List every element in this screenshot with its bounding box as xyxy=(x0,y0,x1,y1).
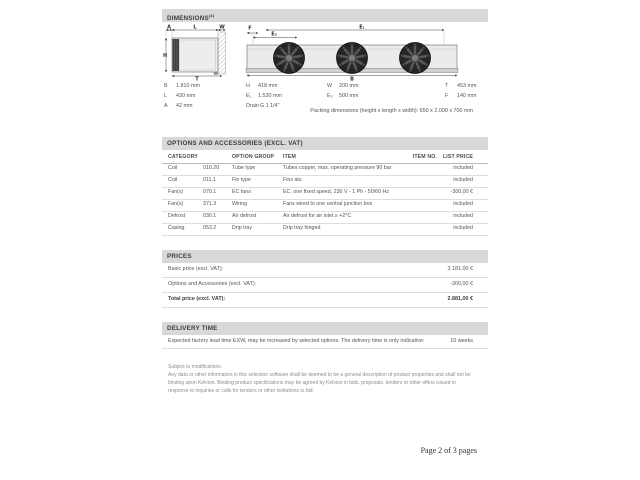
option-code: 010.20 xyxy=(203,165,220,171)
dimension-entry: E₂ 500 mm xyxy=(327,93,359,99)
total-price-row xyxy=(162,292,488,308)
option-group: Tube type xyxy=(232,165,256,171)
dimension-entry: A 42 mm xyxy=(164,103,193,109)
dim-label-e1: E₁ xyxy=(359,24,365,31)
legal-disclaimer xyxy=(168,363,473,395)
option-price: included xyxy=(453,225,473,231)
dim-label-f: F xyxy=(248,25,252,32)
col-category: CATEGORY xyxy=(168,154,199,160)
dim-label-a: A xyxy=(167,24,171,31)
options-section-header xyxy=(162,137,488,150)
dimension-entry: DrainG 1 1/4" xyxy=(246,103,280,109)
dim-label-t: T xyxy=(195,76,199,81)
dim-label-h: H xyxy=(163,53,168,59)
dimension-entry: H 418 mm xyxy=(246,83,278,89)
packing-dimensions: Packing dimensions (height x length x width): 650 x 2.000 x 700 mm xyxy=(310,108,473,114)
delivery-row xyxy=(162,334,488,349)
delivery-value: 10 weeks xyxy=(450,338,473,344)
option-code: 371.3 xyxy=(203,201,217,207)
option-price: included xyxy=(453,177,473,183)
col-item: ITEM xyxy=(283,154,296,160)
fan-icon xyxy=(400,43,431,74)
dimensions-footnote-marker: (4) xyxy=(208,13,215,18)
prices-title: PRICES xyxy=(167,253,192,260)
page-number: Page 2 of 3 pages xyxy=(420,446,477,455)
price-value: 2.881,00 € xyxy=(447,296,473,302)
coil-block xyxy=(173,39,180,71)
options-title: OPTIONS AND ACCESSORIES (EXCL. VAT) xyxy=(167,140,303,147)
option-code: 053.2 xyxy=(203,225,217,231)
dimension-entry: W 200 mm xyxy=(327,83,359,89)
option-price: included xyxy=(453,201,473,207)
price-row xyxy=(162,277,488,293)
dim-label-b: B xyxy=(350,76,354,81)
price-value: -300,00 € xyxy=(450,281,473,287)
option-item: EC, one fixed speed, 230 V - 1 Ph - 50/60 Hz xyxy=(283,189,389,195)
option-category: Fan(s) xyxy=(168,189,184,195)
delivery-text: Expected factory lead time EXW, may be increased by selected options. The delivery time is only indicative: xyxy=(168,338,425,344)
option-group: Fin type xyxy=(232,177,251,183)
drain-connection xyxy=(214,72,218,75)
wall-hatch xyxy=(218,32,226,74)
dimension-entry: B 1.810 mm xyxy=(164,83,200,89)
option-item: Fins alu xyxy=(283,177,302,183)
option-code: 030.1 xyxy=(203,213,217,219)
option-price: included xyxy=(453,213,473,219)
option-category: Defrost xyxy=(168,213,186,219)
disclaimer-line2: Any data or other information in this selection software shall be deemed to be a general description of product properties and shall not be binding upon Kelvion. Binding product specifications may be agreed by Kelvion in bids, proposals, tenders or other offers issued in response to inquiries or calls for tenders or other invitations to bid. xyxy=(168,372,471,394)
option-group: Drip tray xyxy=(232,225,253,231)
col-option-group: OPTION GROUP xyxy=(232,154,275,160)
option-group: Wiring xyxy=(232,201,248,207)
fan-icon xyxy=(337,43,368,74)
option-category: Coil xyxy=(168,165,178,171)
option-group: EC fans xyxy=(232,189,251,195)
dimension-entry: E₁ 1.530 mm xyxy=(246,93,282,99)
technical-drawing xyxy=(162,24,488,81)
option-group: Air defrost xyxy=(232,213,257,219)
option-item: Fans wired to one central junction box xyxy=(283,201,373,207)
fan-icon xyxy=(274,43,305,74)
option-category: Coil xyxy=(168,177,178,183)
price-row xyxy=(162,262,488,278)
option-item: Air defrost for air inlet ≥ +2°C xyxy=(283,213,352,219)
option-item: Tubes copper, max. operating pressure 90 bar xyxy=(283,165,392,171)
option-category: Casing xyxy=(168,225,185,231)
dimension-entry: F 140 mm xyxy=(445,93,477,99)
dim-label-w: W xyxy=(219,24,225,31)
front-view-drawing xyxy=(246,25,458,81)
dim-label-l: L xyxy=(193,24,197,31)
dimensions-section-header xyxy=(162,9,488,22)
dimensions-title: DIMENSIONS xyxy=(167,15,209,23)
delivery-title: DELIVERY TIME xyxy=(167,325,218,332)
dimension-entry: L 430 mm xyxy=(164,93,196,99)
option-code: 070.1 xyxy=(203,189,217,195)
price-label: Total price (excl. VAT): xyxy=(168,296,226,302)
option-price: -300,00 € xyxy=(450,189,473,195)
option-row xyxy=(162,223,488,236)
price-label: Basic price (excl. VAT): xyxy=(168,266,224,272)
option-category: Fan(s) xyxy=(168,201,184,207)
col-list-price: LIST PRICE xyxy=(442,154,473,160)
option-code: 011.1 xyxy=(203,177,216,183)
side-view-drawing xyxy=(163,25,226,81)
page-content xyxy=(162,0,488,480)
disclaimer-line1: Subject to modifications. xyxy=(168,364,223,370)
option-item: Drip tray hinged xyxy=(283,225,321,231)
option-price: included xyxy=(453,165,473,171)
col-item-no: ITEM NO. xyxy=(412,154,437,160)
dimension-entry: T 453 mm xyxy=(445,83,477,89)
price-label: Options and Accessories (excl. VAT): xyxy=(168,281,257,287)
price-value: 3.181,00 € xyxy=(447,266,473,272)
dim-label-e2: E₂ xyxy=(271,31,277,38)
